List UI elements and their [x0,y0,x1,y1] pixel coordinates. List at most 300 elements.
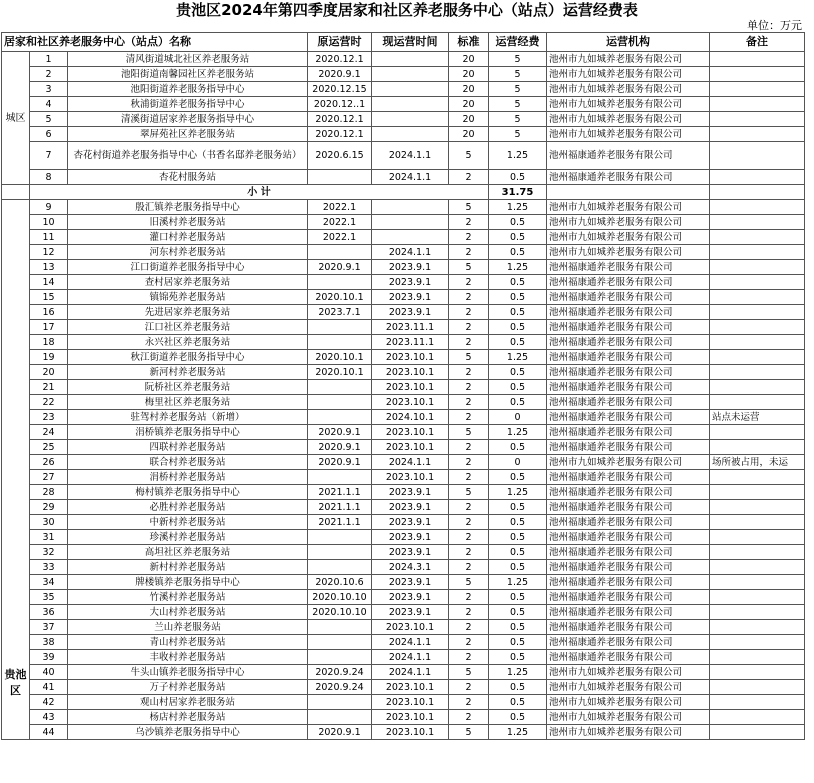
funds: 0.5 [489,170,547,185]
cur-time: 2023.11.1 [372,320,449,335]
orig-time: 2023.7.1 [308,305,372,320]
operator-org: 池州市九如城养老服务有限公司 [547,215,710,230]
funds: 0.5 [489,605,547,620]
cur-time: 2023.10.1 [372,710,449,725]
standard: 2 [449,395,489,410]
funds: 1.25 [489,350,547,365]
funds: 0.5 [489,305,547,320]
station-name: 中新村养老服务站 [68,515,308,530]
station-name: 四联村养老服务站 [68,440,308,455]
note [710,530,805,545]
cur-time: 2024.1.1 [372,650,449,665]
funds: 0.5 [489,275,547,290]
funds: 0.5 [489,245,547,260]
orig-time [308,635,372,650]
cur-time [372,97,449,112]
operator-org: 池州市九如城养老服务有限公司 [547,127,710,142]
funds: 5 [489,97,547,112]
cur-time [372,200,449,215]
table-row [2,170,805,185]
funds: 0.5 [489,215,547,230]
note [710,500,805,515]
funds: 1.25 [489,200,547,215]
row-number: 8 [30,170,68,185]
note [710,470,805,485]
row-number: 28 [30,485,68,500]
standard: 2 [449,620,489,635]
note [710,710,805,725]
standard: 2 [449,650,489,665]
operator-org: 池州福康通养老服务有限公司 [547,635,710,650]
standard: 2 [449,605,489,620]
station-name: 乌沙镇养老服务指导中心 [68,725,308,740]
table-row [2,410,805,425]
operator-org: 池州福康通养老服务有限公司 [547,485,710,500]
cur-time: 2023.10.1 [372,470,449,485]
note [710,365,805,380]
operator-org: 池州福康通养老服务有限公司 [547,290,710,305]
cur-time [372,52,449,67]
operator-org: 池州福康通养老服务有限公司 [547,620,710,635]
note [710,112,805,127]
funds: 0.5 [489,470,547,485]
operator-org: 池州市九如城养老服务有限公司 [547,725,710,740]
funds: 0.5 [489,380,547,395]
orig-time [308,560,372,575]
cur-time [372,230,449,245]
station-name: 查村居家养老服务站 [68,275,308,290]
note [710,350,805,365]
cur-time: 2023.10.1 [372,380,449,395]
row-number: 23 [30,410,68,425]
standard: 5 [449,665,489,680]
station-name: 牌楼镇养老服务指导中心 [68,575,308,590]
note [710,230,805,245]
orig-time [308,620,372,635]
standard: 5 [449,485,489,500]
cur-time: 2023.9.1 [372,575,449,590]
standard: 2 [449,380,489,395]
table-row [2,215,805,230]
header-note: 备注 [710,33,805,52]
standard: 2 [449,455,489,470]
cur-time: 2023.9.1 [372,260,449,275]
operator-org: 池州福康通养老服务有限公司 [547,365,710,380]
orig-time: 2020.10.10 [308,605,372,620]
orig-time [308,395,372,410]
operator-org: 池州市九如城养老服务有限公司 [547,455,710,470]
orig-time: 2021.1.1 [308,515,372,530]
operator-org: 池州福康通养老服务有限公司 [547,335,710,350]
cur-time: 2023.10.1 [372,365,449,380]
orig-time: 2020.10.1 [308,350,372,365]
funds: 0.5 [489,650,547,665]
cur-time: 2023.9.1 [372,290,449,305]
table-row [2,112,805,127]
standard: 2 [449,515,489,530]
standard: 2 [449,335,489,350]
note [710,725,805,740]
row-number: 37 [30,620,68,635]
station-name: 阮桥社区养老服务站 [68,380,308,395]
table-row [2,560,805,575]
orig-time: 2020.10.6 [308,575,372,590]
cur-time: 2023.9.1 [372,530,449,545]
station-name: 大山村养老服务站 [68,605,308,620]
orig-time: 2020.10.10 [308,590,372,605]
operator-org: 池州福康通养老服务有限公司 [547,425,710,440]
funds: 1.25 [489,260,547,275]
note [710,97,805,112]
cur-time [372,112,449,127]
station-name: 旧溪村养老服务站 [68,215,308,230]
subtotal-note [710,185,805,200]
operator-org: 池州福康通养老服务有限公司 [547,260,710,275]
table-row [2,650,805,665]
funds: 0.5 [489,560,547,575]
orig-time [308,380,372,395]
cur-time: 2023.10.1 [372,425,449,440]
table-row [2,67,805,82]
funds: 0.5 [489,620,547,635]
cur-time: 2023.9.1 [372,590,449,605]
standard: 5 [449,260,489,275]
table-row [2,440,805,455]
orig-time: 2020.10.1 [308,290,372,305]
funds: 0.5 [489,530,547,545]
standard: 5 [449,200,489,215]
funds: 0 [489,455,547,470]
table-row [2,725,805,740]
note: 场所被占用，未运 [710,455,805,470]
note: 站点未运营 [710,410,805,425]
station-name: 高坦社区养老服务站 [68,545,308,560]
standard: 20 [449,127,489,142]
operator-org: 池州市九如城养老服务有限公司 [547,200,710,215]
header-orig-time: 原运营时 [308,33,372,52]
table-row [2,710,805,725]
standard: 2 [449,470,489,485]
row-number: 11 [30,230,68,245]
orig-time [308,335,372,350]
note [710,305,805,320]
funds: 0.5 [489,500,547,515]
orig-time: 2020.9.1 [308,440,372,455]
header-name: 居家和社区养老服务中心（站点）名称 [2,33,308,52]
row-number: 10 [30,215,68,230]
table-row [2,695,805,710]
operator-org: 池州福康通养老服务有限公司 [547,142,710,170]
orig-time [308,245,372,260]
note [710,127,805,142]
station-name: 杏花村街道养老服务指导中心（书香名邸养老服务站） [68,142,308,170]
funds: 0.5 [489,515,547,530]
funds: 0.5 [489,590,547,605]
cur-time: 2023.9.1 [372,485,449,500]
operator-org: 池州福康通养老服务有限公司 [547,410,710,425]
note [710,260,805,275]
standard: 2 [449,500,489,515]
standard: 2 [449,695,489,710]
subtotal-label: 小 计 [30,185,489,200]
orig-time: 2020.12.15 [308,82,372,97]
station-name: 竹溪村养老服务站 [68,590,308,605]
header-funds: 运营经费 [489,33,547,52]
row-number: 15 [30,290,68,305]
orig-time: 2020.12.1 [308,112,372,127]
table-row [2,365,805,380]
table-row [2,395,805,410]
operator-org: 池州市九如城养老服务有限公司 [547,230,710,245]
cur-time [372,82,449,97]
operator-org: 池州福康通养老服务有限公司 [547,605,710,620]
station-name: 青山村养老服务站 [68,635,308,650]
station-name: 新河村养老服务站 [68,365,308,380]
operator-org: 池州福康通养老服务有限公司 [547,470,710,485]
region-cell: 城区 [2,52,30,185]
note [710,605,805,620]
row-number: 9 [30,200,68,215]
table-row [2,245,805,260]
station-name: 清风街道城北社区养老服务站 [68,52,308,67]
orig-time: 2021.1.1 [308,485,372,500]
note [710,200,805,215]
cur-time: 2023.10.1 [372,350,449,365]
table-row [2,635,805,650]
orig-time: 2022.1 [308,200,372,215]
note [710,545,805,560]
row-number: 34 [30,575,68,590]
table-row [2,260,805,275]
orig-time [308,320,372,335]
standard: 2 [449,365,489,380]
note [710,215,805,230]
row-number: 2 [30,67,68,82]
operator-org: 池州市九如城养老服务有限公司 [547,67,710,82]
table-row [2,380,805,395]
standard: 2 [449,560,489,575]
note [710,440,805,455]
funds: 0.5 [489,230,547,245]
cur-time: 2024.1.1 [372,635,449,650]
operator-org: 池州福康通养老服务有限公司 [547,440,710,455]
note [710,335,805,350]
header-row [2,33,805,52]
row-number: 16 [30,305,68,320]
funds: 0.5 [489,395,547,410]
cur-time: 2023.10.1 [372,395,449,410]
row-number: 38 [30,635,68,650]
row-number: 26 [30,455,68,470]
header-standard: 标准 [449,33,489,52]
row-number: 14 [30,275,68,290]
station-name: 兰山养老服务站 [68,620,308,635]
table-row [2,590,805,605]
orig-time [308,695,372,710]
orig-time [308,410,372,425]
standard: 2 [449,320,489,335]
standard: 2 [449,230,489,245]
funds: 5 [489,82,547,97]
row-number: 25 [30,440,68,455]
note [710,620,805,635]
station-name: 联合村养老服务站 [68,455,308,470]
operator-org: 池州福康通养老服务有限公司 [547,650,710,665]
cur-time: 2023.10.1 [372,680,449,695]
station-name: 永兴社区养老服务站 [68,335,308,350]
station-name: 万子村养老服务站 [68,680,308,695]
funds: 0.5 [489,695,547,710]
standard: 2 [449,635,489,650]
funds: 0.5 [489,635,547,650]
cur-time: 2024.1.1 [372,245,449,260]
station-name: 殷汇镇养老服务指导中心 [68,200,308,215]
station-name: 驻驾村养老服务站（新增） [68,410,308,425]
table-row [2,127,805,142]
station-name: 杨店村养老服务站 [68,710,308,725]
row-number: 18 [30,335,68,350]
funds: 5 [489,52,547,67]
region-cell: 贵池区 [2,200,30,740]
row-number: 40 [30,665,68,680]
cur-time [372,127,449,142]
row-number: 39 [30,650,68,665]
orig-time: 2020.9.1 [308,455,372,470]
funds: 1.25 [489,665,547,680]
orig-time [308,710,372,725]
operator-org: 池州福康通养老服务有限公司 [547,590,710,605]
orig-time [308,530,372,545]
orig-time [308,545,372,560]
station-name: 观山村居家养老服务站 [68,695,308,710]
subtotal-row [2,185,805,200]
orig-time: 2022.1 [308,230,372,245]
station-name: 江口社区养老服务站 [68,320,308,335]
note [710,245,805,260]
row-number: 32 [30,545,68,560]
funds: 5 [489,127,547,142]
table-row [2,530,805,545]
note [710,560,805,575]
row-number: 30 [30,515,68,530]
cur-time: 2024.1.1 [372,170,449,185]
row-number: 13 [30,260,68,275]
standard: 2 [449,590,489,605]
standard: 20 [449,52,489,67]
note [710,635,805,650]
row-number: 19 [30,350,68,365]
standard: 2 [449,245,489,260]
row-number: 21 [30,380,68,395]
station-name: 翠屏苑社区养老服务站 [68,127,308,142]
station-name: 丰收村养老服务站 [68,650,308,665]
orig-time [308,470,372,485]
table-row [2,680,805,695]
operator-org: 池州福康通养老服务有限公司 [547,560,710,575]
cur-time: 2023.11.1 [372,335,449,350]
subtotal-blank [2,185,30,200]
orig-time: 2020.9.24 [308,665,372,680]
note [710,170,805,185]
station-name: 池阳街道养老服务指导中心 [68,82,308,97]
cur-time: 2023.9.1 [372,305,449,320]
standard: 2 [449,290,489,305]
note [710,590,805,605]
cur-time: 2023.9.1 [372,275,449,290]
note [710,575,805,590]
standard: 2 [449,545,489,560]
standard: 2 [449,440,489,455]
orig-time: 2020.9.1 [308,260,372,275]
standard: 2 [449,410,489,425]
table-row [2,350,805,365]
standard: 5 [449,425,489,440]
standard: 2 [449,305,489,320]
operator-org: 池州福康通养老服务有限公司 [547,515,710,530]
table-row [2,485,805,500]
funds: 0.5 [489,290,547,305]
table-row [2,425,805,440]
row-number: 20 [30,365,68,380]
row-number: 4 [30,97,68,112]
table-row [2,335,805,350]
cur-time [372,215,449,230]
row-number: 42 [30,695,68,710]
cur-time: 2023.9.1 [372,500,449,515]
operator-org: 池州福康通养老服务有限公司 [547,500,710,515]
orig-time [308,275,372,290]
station-name: 河东村养老服务站 [68,245,308,260]
operator-org: 池州福康通养老服务有限公司 [547,320,710,335]
table-row [2,455,805,470]
note [710,665,805,680]
note [710,142,805,170]
orig-time: 2020.9.24 [308,680,372,695]
funds: 5 [489,112,547,127]
row-number: 33 [30,560,68,575]
station-name: 镇锦苑养老服务站 [68,290,308,305]
funds: 5 [489,67,547,82]
cur-time [372,67,449,82]
header-cur-time: 现运营时间 [372,33,449,52]
cur-time: 2023.10.1 [372,695,449,710]
orig-time: 2020.9.1 [308,725,372,740]
standard: 2 [449,275,489,290]
station-name: 梅村镇养老服务指导中心 [68,485,308,500]
row-number: 6 [30,127,68,142]
row-number: 29 [30,500,68,515]
cur-time: 2023.9.1 [372,605,449,620]
operator-org: 池州福康通养老服务有限公司 [547,350,710,365]
table-row [2,82,805,97]
operator-org: 池州市九如城养老服务有限公司 [547,82,710,97]
row-number: 22 [30,395,68,410]
row-number: 7 [30,142,68,170]
orig-time: 2020.9.1 [308,425,372,440]
operator-org: 池州市九如城养老服务有限公司 [547,665,710,680]
station-name: 秋浦街道养老服务指导中心 [68,97,308,112]
standard: 20 [449,112,489,127]
note [710,275,805,290]
operator-org: 池州市九如城养老服务有限公司 [547,97,710,112]
note [710,67,805,82]
orig-time: 2021.1.1 [308,500,372,515]
row-number: 3 [30,82,68,97]
row-number: 12 [30,245,68,260]
subtotal-org [547,185,710,200]
note [710,695,805,710]
table-row [2,575,805,590]
